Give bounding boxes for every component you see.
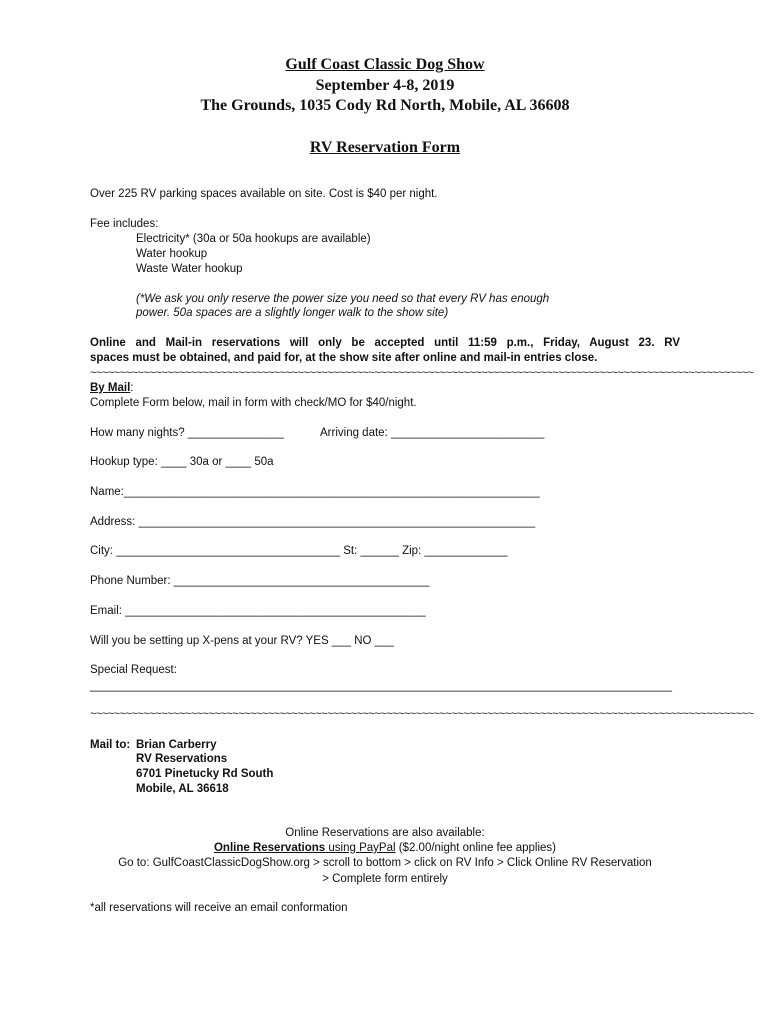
fee-item: Water hookup <box>136 248 208 260</box>
arriving-date-field[interactable]: Arriving date: ________________________ <box>320 427 545 439</box>
online-reservations-link[interactable]: Online Reservations <box>213 842 326 854</box>
nights-field[interactable]: How many nights? _______________ <box>90 427 284 439</box>
xpens-question[interactable]: Will you be setting up X-pens at your RV? YES ___ NO ___ <box>90 635 394 647</box>
power-note: (*We ask you only reserve the power size you need so that every RV has enough <box>136 293 550 305</box>
show-dates: September 4-8, 2019 <box>315 77 455 94</box>
by-mail-heading: By Mail: <box>90 382 134 394</box>
form-title: RV Reservation Form <box>309 139 461 156</box>
deadline-notice: Online and Mail-in reservations will only be accepted until 11:59 p.m., Friday, August 23. RV <box>90 337 680 349</box>
mail-to-name: Brian Carberry <box>136 739 217 751</box>
show-location: The Grounds, 1035 Cody Rd North, Mobile, AL 36608 <box>200 97 570 114</box>
mail-to-street: 6701 Pinetucky Rd South <box>136 768 274 780</box>
online-directions-cont: > Complete form entirely <box>322 873 448 885</box>
hookup-type-field[interactable]: Hookup type: ____ 30a or ____ 50a <box>90 456 274 468</box>
online-reservations-line: Online Reservations using PayPal ($2.00/night online fee applies) <box>213 842 557 854</box>
deadline-notice: spaces must be obtained, and paid for, at the show site after online and mail-in entries close. <box>90 352 598 364</box>
power-note: power. 50a spaces are a slightly longer walk to the show site) <box>136 307 449 319</box>
divider: ~~~~~~~~~~~~~~~~~~~~~~~~~~~~~~~~~~~~~~~~~~~~~~~~~~~~~~~~~~~~~~~~~~~~~~~~~~~~~~~~~~~~~~~~~~~~~~~~~~~~~~~~~~~~~~~~ <box>90 367 754 379</box>
fee-item: Electricity* (30a or 50a hookups are available) <box>136 233 371 245</box>
paypal-link[interactable]: PayPal <box>359 842 396 854</box>
special-request-label: Special Request: <box>90 664 177 676</box>
fee-heading: Fee includes: <box>90 218 159 230</box>
email-field[interactable]: Email: _______________________________________________ <box>90 605 426 617</box>
mail-to-label: Mail to: <box>90 739 131 751</box>
online-directions: Go to: GulfCoastClassicDogShow.org > scroll to bottom > click on RV Info > Click Online RV Reservation <box>118 857 652 869</box>
spaces-text: Over 225 RV parking spaces available on site. Cost is $40 per night. <box>90 188 438 200</box>
phone-field[interactable]: Phone Number: ________________________________________ <box>90 575 430 587</box>
divider: ~~~~~~~~~~~~~~~~~~~~~~~~~~~~~~~~~~~~~~~~~~~~~~~~~~~~~~~~~~~~~~~~~~~~~~~~~~~~~~~~~~~~~~~~~~~~~~~~~~~~~~~~~~~~~~~~ <box>90 708 754 720</box>
special-request-line[interactable]: ___________________________________________________________________________________________ <box>90 680 673 692</box>
address-field[interactable]: Address: ______________________________________________________________ <box>90 516 536 528</box>
mail-instructions: Complete Form below, mail in form with check/MO for $40/night. <box>90 397 417 409</box>
online-available: Online Reservations are also available: <box>285 827 485 839</box>
fee-item: Waste Water hookup <box>136 263 243 275</box>
name-field[interactable]: Name:_________________________________________________________________ <box>90 486 540 498</box>
footer-note: *all reservations will receive an email conformation <box>90 902 348 914</box>
show-title: Gulf Coast Classic Dog Show <box>285 56 485 73</box>
mail-to-city: Mobile, AL 36618 <box>136 783 229 795</box>
city-state-zip-field[interactable]: City: ___________________________________ St: ______ Zip: _____________ <box>90 545 508 557</box>
mail-to-dept: RV Reservations <box>136 753 228 765</box>
